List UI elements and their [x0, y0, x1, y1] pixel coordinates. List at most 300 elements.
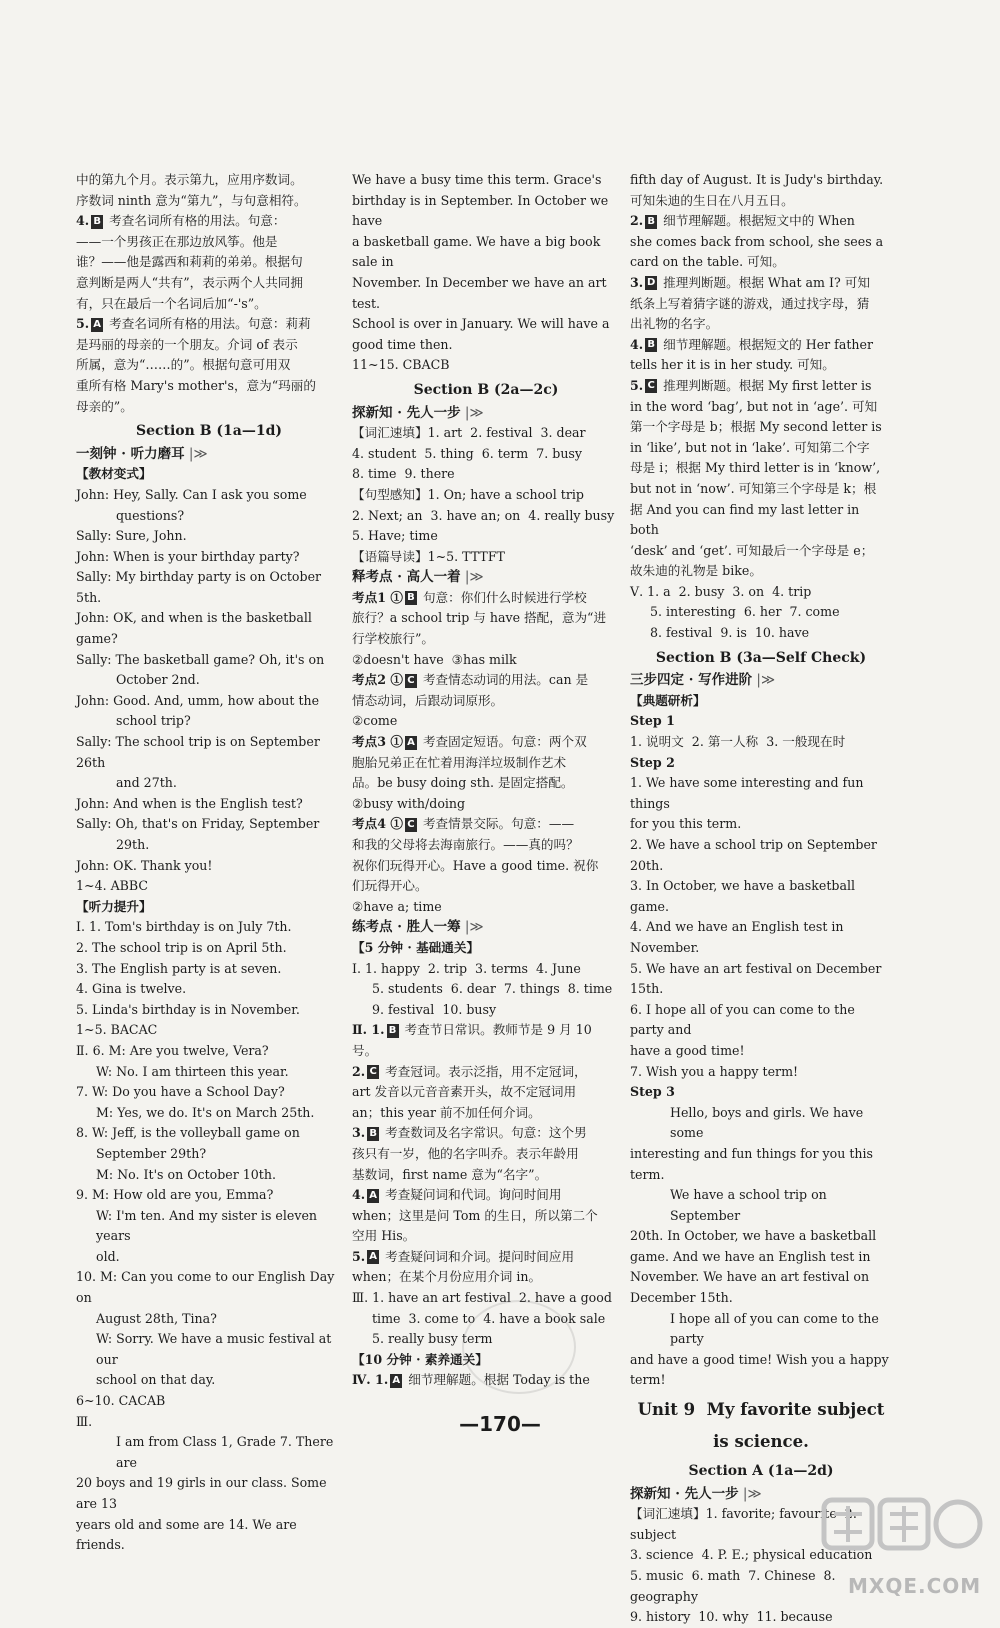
- line-text: time 3. come to 4. have a book sale: [372, 1310, 606, 1326]
- line-text: 5. music 6. math 7. Chinese 8. geography: [630, 1568, 840, 1604]
- line-text: 考查数词及名字常识。句意：这个男: [385, 1125, 587, 1141]
- text-line: [76, 1329, 342, 1370]
- line-text: 三步四定 · 写作进阶: [630, 672, 753, 689]
- line-text: years old and some are 14. We are friends.: [76, 1516, 301, 1553]
- line-text: a basketball game. We have a big book sale in: [352, 233, 605, 270]
- text-line: [76, 1309, 342, 1330]
- line-text: in the word ‘bag’, but not in ‘age’. 可知: [630, 398, 878, 414]
- text-line: [352, 959, 620, 980]
- line-text: 序数词 ninth 意为“第九”，与句意相符。: [76, 192, 307, 208]
- text-line: [352, 191, 620, 232]
- text-line: [352, 170, 620, 191]
- text-line: [352, 1082, 620, 1103]
- item-number: 2.: [630, 213, 644, 229]
- line-text: 29th.: [116, 837, 150, 852]
- text-line: [352, 273, 620, 314]
- line-text: 和我的父母将去海南旅行。——真的吗？: [352, 837, 579, 852]
- line-text: 7. W: Do you have a School Day?: [76, 1084, 285, 1100]
- line-text: Hello, boys and girls. We have some: [670, 1104, 868, 1141]
- line-text: and have a good time! Wish you a happy: [630, 1351, 889, 1367]
- line-text: 4. Gina is twelve.: [76, 981, 187, 997]
- line-text: 探新知 · 先人一步: [352, 404, 461, 421]
- text-line: [352, 444, 620, 465]
- line-text: 【教材变式】: [76, 466, 152, 482]
- item-number: 考点1 ①: [352, 589, 403, 605]
- line-text: ②doesn't have ③has milk: [352, 651, 517, 667]
- answer-box: B: [91, 215, 103, 229]
- line-text: 探新知 · 先人一步: [630, 1485, 739, 1502]
- line-text: 5. We have an art festival on December 15th.: [630, 960, 886, 997]
- text-line: [352, 773, 620, 794]
- text-line: [630, 917, 892, 958]
- subsection-bar: [352, 403, 620, 424]
- text-line: [352, 691, 620, 712]
- text-line: [630, 1062, 892, 1083]
- text-line: [630, 314, 892, 335]
- text-line: [76, 1123, 342, 1144]
- text-line: [76, 794, 342, 815]
- line-text: 中的第九个月。表示第九，应用序数词。: [76, 172, 303, 187]
- line-text: 5. interesting 6. her 7. come: [650, 604, 840, 620]
- arrow-icon: |≫: [752, 672, 776, 689]
- text-line: [630, 1041, 892, 1062]
- line-text: 3. In October, we have a basketball game.: [630, 878, 860, 914]
- line-text: W: No. I am thirteen this year.: [96, 1063, 289, 1079]
- unit-title: [630, 1397, 892, 1423]
- text-line: [76, 1515, 342, 1556]
- text-line: [76, 938, 342, 959]
- text-line: [630, 1309, 892, 1350]
- line-text: 空用 His。: [352, 1228, 416, 1244]
- text-line: [76, 273, 342, 294]
- text-line: [352, 335, 620, 356]
- text-line: [630, 1370, 892, 1391]
- line-text: 细节理解题。根据短文中的 When: [663, 213, 855, 229]
- text-line: [352, 464, 620, 485]
- line-text: Sally: Sure, John.: [76, 528, 187, 544]
- text-line: [352, 355, 620, 376]
- text-line: [630, 1350, 892, 1371]
- bracket-label: [76, 464, 342, 485]
- text-line: [630, 1247, 892, 1268]
- text-line: [352, 232, 620, 273]
- line-text: 1~4. ABBC: [76, 878, 149, 894]
- line-text: 孩只有一岁，他的名字叫乔。表示年龄用: [352, 1145, 579, 1161]
- line-text: interesting and fun things for you this term.: [630, 1145, 878, 1182]
- line-text: Ⅲ. 1. have an art festival 2. have a good: [352, 1290, 612, 1306]
- faint-stamp: [462, 1300, 576, 1394]
- text-line: [630, 876, 892, 917]
- text-line: [630, 376, 892, 397]
- line-text: 考查节日常识。教师节是 9 月 10: [404, 1022, 592, 1038]
- line-text: W: I'm ten. And my sister is eleven years: [96, 1207, 322, 1244]
- line-text: W: Sorry. We have a music festival at our: [96, 1331, 336, 1367]
- text-line: [352, 979, 620, 1000]
- item-number: 5.: [630, 377, 644, 393]
- text-line: [352, 526, 620, 547]
- line-text: and 27th.: [116, 775, 177, 791]
- text-line: [76, 485, 342, 506]
- subsection-bar: [630, 670, 892, 691]
- line-text: 谁？——他是露西和莉莉的弟弟。根据句: [76, 254, 303, 270]
- text-line: [352, 314, 620, 335]
- line-text: Sally: The basketball game? Oh, it's on: [76, 651, 325, 667]
- answer-box: A: [367, 1250, 379, 1264]
- text-line: [630, 479, 892, 500]
- text-line: [76, 1370, 342, 1391]
- text-line: [76, 1000, 342, 1021]
- text-line: [76, 1473, 342, 1514]
- line-text: M: No. It's on October 10th.: [96, 1166, 276, 1182]
- line-text: 考查情态动词的用法。can 是: [422, 672, 589, 688]
- text-line: [352, 485, 620, 506]
- item-number: 考点2 ①: [352, 672, 403, 688]
- line-text: 【5 分钟 · 基础通关】: [352, 939, 480, 955]
- column-3: [630, 170, 892, 1628]
- text-line: [76, 211, 342, 232]
- line-text: John: And when is the English test?: [76, 795, 303, 811]
- arrow-icon: |≫: [184, 445, 208, 462]
- line-text: I am from Class 1, Grade 7. There are: [116, 1434, 338, 1470]
- line-text: 考查名词所有格的用法。句意：: [109, 213, 286, 229]
- line-text: 品。be busy doing sth. 是固定搭配。: [352, 775, 574, 791]
- line-text: Step 3: [630, 1084, 675, 1100]
- text-line: [630, 773, 892, 814]
- item-number: 4.: [630, 336, 644, 352]
- line-text: ——一个男孩正在那边放风筝。他是: [76, 233, 278, 249]
- line-text: 1~5. BACAC: [76, 1022, 158, 1038]
- line-text: 20th. In October, we have a basketball: [630, 1228, 877, 1244]
- line-text: John: Hey, Sally. Can I ask you some: [76, 486, 307, 502]
- line-text: Ⅱ. 6. M: Are you twelve, Vera?: [76, 1042, 269, 1058]
- text-line: [352, 670, 620, 691]
- arrow-icon: |≫: [460, 919, 484, 936]
- text-line: [630, 541, 892, 562]
- line-text: Ⅴ. 1. a 2. busy 3. on 4. trip: [630, 583, 812, 599]
- text-line: [352, 876, 620, 897]
- text-line: [352, 732, 620, 753]
- text-line: [76, 979, 342, 1000]
- line-text: 3. The English party is at seven.: [76, 960, 282, 976]
- text-line: [630, 1267, 892, 1288]
- line-text: 练考点 · 胜人一筹: [352, 919, 461, 936]
- arrow-icon: |≫: [460, 569, 484, 586]
- line-text: 细节理解题。根据短文的 Her father: [663, 336, 873, 352]
- line-text: 6. I hope all of you can come to the party and: [630, 1001, 859, 1038]
- line-text: 重所有格 Mary's mother's，意为“玛丽的: [76, 377, 316, 393]
- line-text: Ⅲ.: [76, 1413, 93, 1429]
- text-line: [352, 1103, 620, 1124]
- item-number: 3.: [352, 1125, 366, 1141]
- line-text: 8. W: Jeff, is the volleyball game on: [76, 1125, 300, 1141]
- text-line: [630, 1288, 892, 1309]
- text-line: [76, 670, 342, 691]
- item-number: 4.: [76, 213, 90, 229]
- item-number: 4.: [352, 1187, 366, 1203]
- text-line: [630, 500, 892, 541]
- item-number: 考点4 ①: [352, 816, 403, 832]
- answer-box: B: [645, 338, 657, 352]
- line-text: 5. students 6. dear 7. things 8. time: [372, 981, 613, 997]
- line-text: 们玩得开心。: [352, 878, 428, 894]
- line-text: 9. history 10. why 11. because: [630, 1609, 833, 1625]
- line-text: December 15th.: [630, 1290, 733, 1306]
- text-line: [76, 856, 342, 877]
- text-line: [352, 1185, 620, 1206]
- text-line: [630, 335, 892, 356]
- line-text: 号。: [352, 1042, 378, 1058]
- line-text: 一刻钟 · 听力磨耳: [76, 445, 185, 462]
- line-text: 有，只在最后一个名词后加“-'s”。: [76, 295, 267, 311]
- text-line: [630, 417, 892, 438]
- line-text: 所属，意为“……的”。根据句意可用双: [76, 357, 291, 373]
- text-line: [352, 835, 620, 856]
- text-line: [352, 423, 620, 444]
- line-text: 5. Have; time: [352, 528, 438, 544]
- text-line: [630, 438, 892, 459]
- item-number: Ⅳ. 1.: [352, 1372, 389, 1388]
- line-text: 句意：你们什么时候进行学校: [422, 589, 587, 605]
- section-heading: [76, 421, 342, 442]
- text-line: [76, 835, 342, 856]
- line-text: 旅行？a school trip 与 have 搭配，意为“进: [352, 610, 607, 626]
- text-line: [76, 1165, 342, 1186]
- answer-box: D: [647, 277, 656, 289]
- line-text: old.: [96, 1248, 120, 1264]
- answer-box: B: [367, 1127, 379, 1141]
- line-text: 5. Linda's birthday is in November.: [76, 1001, 300, 1017]
- text-line: [352, 1020, 620, 1041]
- text-line: [630, 355, 892, 376]
- line-text: 考查名词所有格的用法。句意：莉莉: [109, 316, 311, 332]
- item-number: 5.: [352, 1248, 366, 1264]
- answer-box: B: [645, 215, 657, 229]
- line-text: good time then.: [352, 336, 453, 352]
- text-line: [76, 650, 342, 671]
- text-line: [76, 1267, 342, 1308]
- text-line: [630, 814, 892, 835]
- line-text: 7. Wish you a happy term!: [630, 1063, 799, 1079]
- answer-box: A: [91, 318, 103, 332]
- text-line: [630, 273, 892, 294]
- arrow-icon: |≫: [460, 404, 484, 421]
- text-line: [76, 1206, 342, 1247]
- text-line: [76, 1082, 342, 1103]
- unit-title: [630, 1429, 892, 1455]
- text-line: [76, 1247, 342, 1268]
- answer-box: A: [405, 736, 417, 750]
- line-text: 2. Next; an 3. have an; on 4. really busy: [352, 507, 615, 523]
- section-heading: [630, 1461, 892, 1482]
- section-heading: [352, 380, 620, 401]
- line-text: 9. M: How old are you, Emma?: [76, 1187, 274, 1203]
- text-line: [630, 252, 892, 273]
- text-line: [352, 650, 620, 671]
- line-text: she comes back from school, she sees a: [630, 233, 884, 249]
- line-text: term!: [630, 1372, 666, 1388]
- watermark-logo-icon: [818, 1492, 983, 1582]
- line-text: school trip?: [116, 713, 191, 729]
- text-line: [630, 561, 892, 582]
- text-line: [352, 1288, 620, 1309]
- line-text: game. And we have an English test in: [630, 1248, 871, 1264]
- text-line: [630, 623, 892, 644]
- text-line: [630, 1000, 892, 1041]
- line-text: Section A (1a—2d): [688, 1463, 834, 1480]
- line-text: 考查固定短语。句意：两个双: [422, 734, 587, 750]
- line-text: in ‘like’, but not in ‘lake’. 可知第二个字: [630, 439, 870, 455]
- line-text: 【10 分钟 · 素养通关】: [352, 1351, 488, 1367]
- text-line: [76, 314, 342, 335]
- text-line: [76, 506, 342, 527]
- answer-box: C: [645, 379, 657, 393]
- line-text: is science.: [713, 1432, 809, 1452]
- line-text: 3. science 4. P. E.; physical education: [630, 1547, 873, 1563]
- bracket-label: [630, 691, 892, 712]
- line-text: 是玛丽的母亲的一个朋友。介词 of 表示: [76, 336, 298, 352]
- subsection-bar: [76, 444, 342, 465]
- item-number: 考点3 ①: [352, 734, 403, 750]
- bracket-label: [76, 897, 342, 918]
- line-text: questions?: [116, 507, 185, 523]
- line-text: 【词汇速填】1. art 2. festival 3. dear: [352, 425, 586, 441]
- line-text: 4. student 5. thing 6. term 7. busy: [352, 445, 583, 461]
- line-text: Step 1: [630, 713, 675, 729]
- text-line: [76, 691, 342, 712]
- line-text: John: OK, and when is the basketball game?: [76, 610, 316, 647]
- line-text: 【典题研析】: [630, 692, 706, 708]
- line-text: when；在某个月份应用介词 in。: [352, 1269, 542, 1285]
- text-line: [352, 629, 620, 650]
- text-line: [352, 856, 620, 877]
- line-text: 推理判断题。根据 My first letter is: [663, 377, 872, 393]
- line-text: 1. We have some interesting and fun things: [630, 775, 868, 811]
- line-text: 胞胎兄弟正在忙着用海洋垃圾制作艺术: [352, 754, 567, 770]
- text-line: [352, 588, 620, 609]
- text-line: [630, 191, 892, 212]
- arrow-icon: |≫: [738, 1485, 762, 1502]
- text-line: [76, 547, 342, 568]
- line-text: 【词汇速填】1. favorite; favourite 2. subject: [630, 1506, 861, 1542]
- text-line: [352, 897, 620, 918]
- text-line: [76, 1041, 342, 1062]
- text-line: [352, 1062, 620, 1083]
- line-text: but not in ‘now’. 可知第三个字母是 k；根: [630, 480, 877, 496]
- text-line: [352, 1165, 620, 1186]
- text-line: [352, 753, 620, 774]
- text-line: [76, 773, 342, 794]
- line-text: 考查冠词。表示泛指，用不定冠词，: [385, 1063, 587, 1079]
- text-line: [76, 959, 342, 980]
- line-text: tells her it is in her study. 可知。: [630, 357, 835, 373]
- line-text: August 28th, Tina?: [96, 1310, 217, 1326]
- item-number: Ⅱ. 1.: [352, 1022, 385, 1038]
- line-text: 6~10. CACAB: [76, 1393, 166, 1409]
- answer-box: B: [387, 1024, 399, 1038]
- line-text: 第一个字母是 b；根据 My second letter is: [630, 419, 882, 435]
- bracket-label: [630, 1082, 892, 1103]
- text-line: [352, 506, 620, 527]
- line-text: 2. The school trip is on April 5th.: [76, 939, 287, 955]
- text-line: [630, 232, 892, 253]
- line-text: John: Good. And, umm, how about the: [76, 692, 320, 708]
- text-line: [76, 397, 342, 418]
- line-text: ②come: [352, 713, 398, 729]
- text-line: [76, 376, 342, 397]
- text-line: [352, 1041, 620, 1062]
- line-text: ②busy with/doing: [352, 795, 466, 811]
- line-text: I hope all of you can come to the party: [670, 1310, 883, 1347]
- text-line: [630, 959, 892, 1000]
- text-line: [352, 547, 620, 568]
- text-line: [76, 191, 342, 212]
- text-line: [630, 732, 892, 753]
- text-line: [76, 732, 342, 773]
- line-text: card on the table. 可知。: [630, 254, 785, 270]
- line-text: November. In December we have an art test.: [352, 274, 611, 311]
- text-line: [76, 1103, 342, 1124]
- line-text: Section B (2a—2c): [413, 381, 559, 398]
- text-line: [76, 1020, 342, 1041]
- line-text: Section B (3a—Self Check): [655, 649, 867, 666]
- text-line: [352, 1144, 620, 1165]
- text-line: [76, 814, 342, 835]
- answer-box: A: [390, 1374, 402, 1388]
- line-text: 行学校旅行”。: [352, 631, 435, 647]
- line-text: 释考点 · 高人一着: [352, 569, 461, 586]
- text-line: [630, 1226, 892, 1247]
- line-text: Ⅰ. 1. happy 2. trip 3. terms 4. June: [352, 960, 581, 976]
- line-text: for you this term.: [630, 816, 742, 832]
- line-text: 考查疑问词和介词。提问时间应用: [385, 1248, 575, 1264]
- line-text: School is over in January. We will have a: [352, 316, 610, 332]
- text-line: [76, 876, 342, 897]
- line-text: 意判断是两人“共有”，表示两个人共同拥: [76, 274, 303, 290]
- text-line: [76, 917, 342, 938]
- line-text: 【句型感知】1. On; have a school trip: [352, 486, 584, 502]
- item-number: 2.: [352, 1063, 366, 1079]
- text-line: [352, 1226, 620, 1247]
- line-text: Sally: My birthday party is on October 5th.: [76, 569, 326, 605]
- text-line: [76, 567, 342, 608]
- line-text: 据 And you can find my last letter in both: [630, 501, 864, 538]
- text-line: [630, 582, 892, 603]
- line-text: 11~15. CBACB: [352, 357, 450, 373]
- line-text: when；这里是问 Tom 的生日，所以第二个: [352, 1207, 598, 1223]
- subsection-bar: [352, 567, 620, 588]
- text-line: [630, 397, 892, 418]
- line-text: September 29th?: [96, 1145, 207, 1161]
- text-line: [76, 232, 342, 253]
- line-text: 1. 说明文 2. 第一人称 3. 一般现在时: [630, 734, 846, 750]
- item-number: 5.: [76, 316, 90, 332]
- line-text: 【语篇导读】1~5. TTTFT: [352, 548, 505, 564]
- watermark-text: MXQE.COM: [848, 1574, 982, 1598]
- text-line: [630, 602, 892, 623]
- line-text: We have a busy time this term. Grace's: [352, 172, 602, 187]
- line-text: Sally: The school trip is on September 26th: [76, 734, 324, 770]
- line-text: 9. festival 10. busy: [372, 1001, 497, 1017]
- text-line: [76, 711, 342, 732]
- line-text: 8. festival 9. is 10. have: [650, 625, 810, 641]
- text-line: [630, 1103, 892, 1144]
- text-line: [630, 294, 892, 315]
- text-line: [352, 1206, 620, 1227]
- text-line: [630, 211, 892, 232]
- line-text: 考查情景交际。句意：——: [422, 816, 575, 832]
- text-line: [76, 1062, 342, 1083]
- line-text: 故朱迪的礼物是 bike。: [630, 563, 762, 579]
